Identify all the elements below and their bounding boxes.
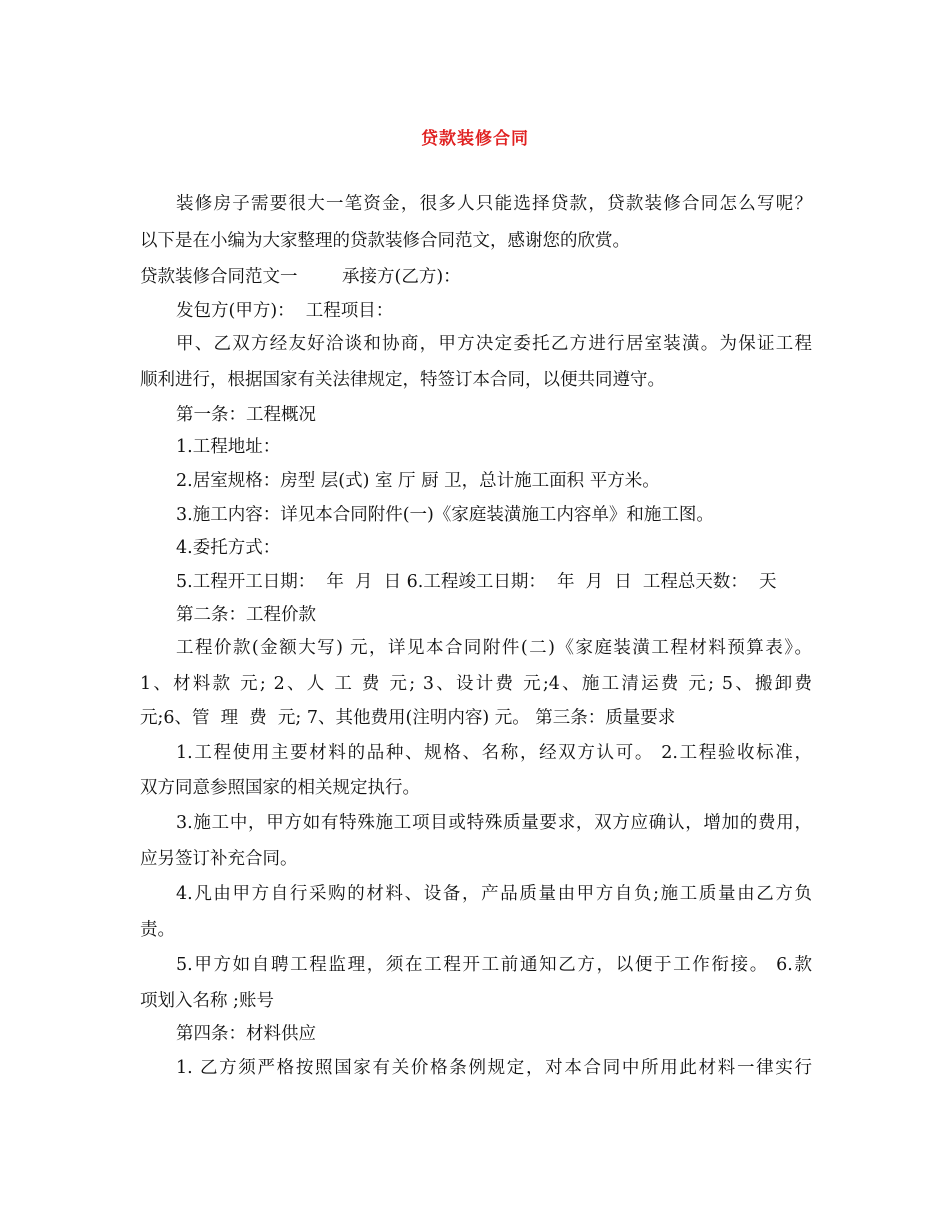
paragraph-line: 工程价款(金额大写) 元，详见本合同附件(二)《家庭装潢工程材料预算表》。 <box>176 638 812 658</box>
paragraph-line: 责。 <box>140 920 175 940</box>
paragraph-line: 1.工程地址： <box>176 437 281 457</box>
paragraph-line: 3.施工中，甲方如有特殊施工项目或特殊质量要求，双方应确认，增加的费用， <box>176 813 812 833</box>
paragraph-line: 3.施工内容：详见本合同附件(一)《家庭装潢施工内容单》和施工图。 <box>176 505 714 525</box>
paragraph-line: 以下是在小编为大家整理的贷款装修合同范文，感谢您的欣赏。 <box>140 231 630 251</box>
paragraph-line: 1、材料款 元; 2、人 工 费 元; 3、设计费 元;4、施工清运费 元; 5、搬卸费 <box>140 674 812 694</box>
paragraph-line: 2.居室规格：房型 层(式) 室 厅 厨 卫，总计施工面积 平方米。 <box>176 471 660 491</box>
paragraph-line: 贷款装修合同范文一 承接方(乙方)： <box>140 267 461 287</box>
paragraph-line: 顺利进行，根据国家有关法律规定，特签订本合同，以便共同遵守。 <box>140 370 665 390</box>
paragraph-line: 装修房子需要很大一笔资金，很多人只能选择贷款，贷款装修合同怎么写呢？ <box>176 194 812 214</box>
paragraph-line: 1. 乙方须严格按照国家有关价格条例规定，对本合同中所用此材料一律实行 <box>176 1058 812 1078</box>
paragraph-line: 1.工程使用主要材料的品种、规格、名称，经双方认可。 2.工程验收标准， <box>176 743 812 763</box>
paragraph-line: 5.甲方如自聘工程监理，须在工程开工前通知乙方，以便于工作衔接。 6.款 <box>176 955 812 975</box>
paragraph-line: 4.凡由甲方自行采购的材料、设备，产品质量由甲方自负;施工质量由乙方负 <box>176 884 812 904</box>
paragraph-line: 甲、乙双方经友好洽谈和协商，甲方决定委托乙方进行居室装潢。为保证工程 <box>176 334 812 354</box>
section-heading: 第四条：材料供应 <box>176 1024 316 1044</box>
paragraph-line: 应另签订补充合同。 <box>140 849 298 869</box>
section-heading: 第二条：工程价款 <box>176 605 316 625</box>
paragraph-line: 双方同意参照国家的相关规定执行。 <box>140 778 420 798</box>
document-title: 贷款装修合同 <box>421 129 529 149</box>
paragraph-line: 项划入名称 ;账号 <box>140 991 274 1011</box>
paragraph-line: 发包方(甲方)： 工程项目： <box>176 301 394 321</box>
paragraph-line: 元;6、管 理 费 元; 7、其他费用(注明内容) 元。 第三条：质量要求 <box>140 708 676 728</box>
section-heading: 第一条：工程概况 <box>176 405 316 425</box>
paragraph-line: 4.委托方式： <box>176 538 281 558</box>
paragraph-line: 5.工程开工日期： 年 月 日 6.工程竣工日期： 年 月 日 工程总天数： 天 <box>176 572 777 592</box>
